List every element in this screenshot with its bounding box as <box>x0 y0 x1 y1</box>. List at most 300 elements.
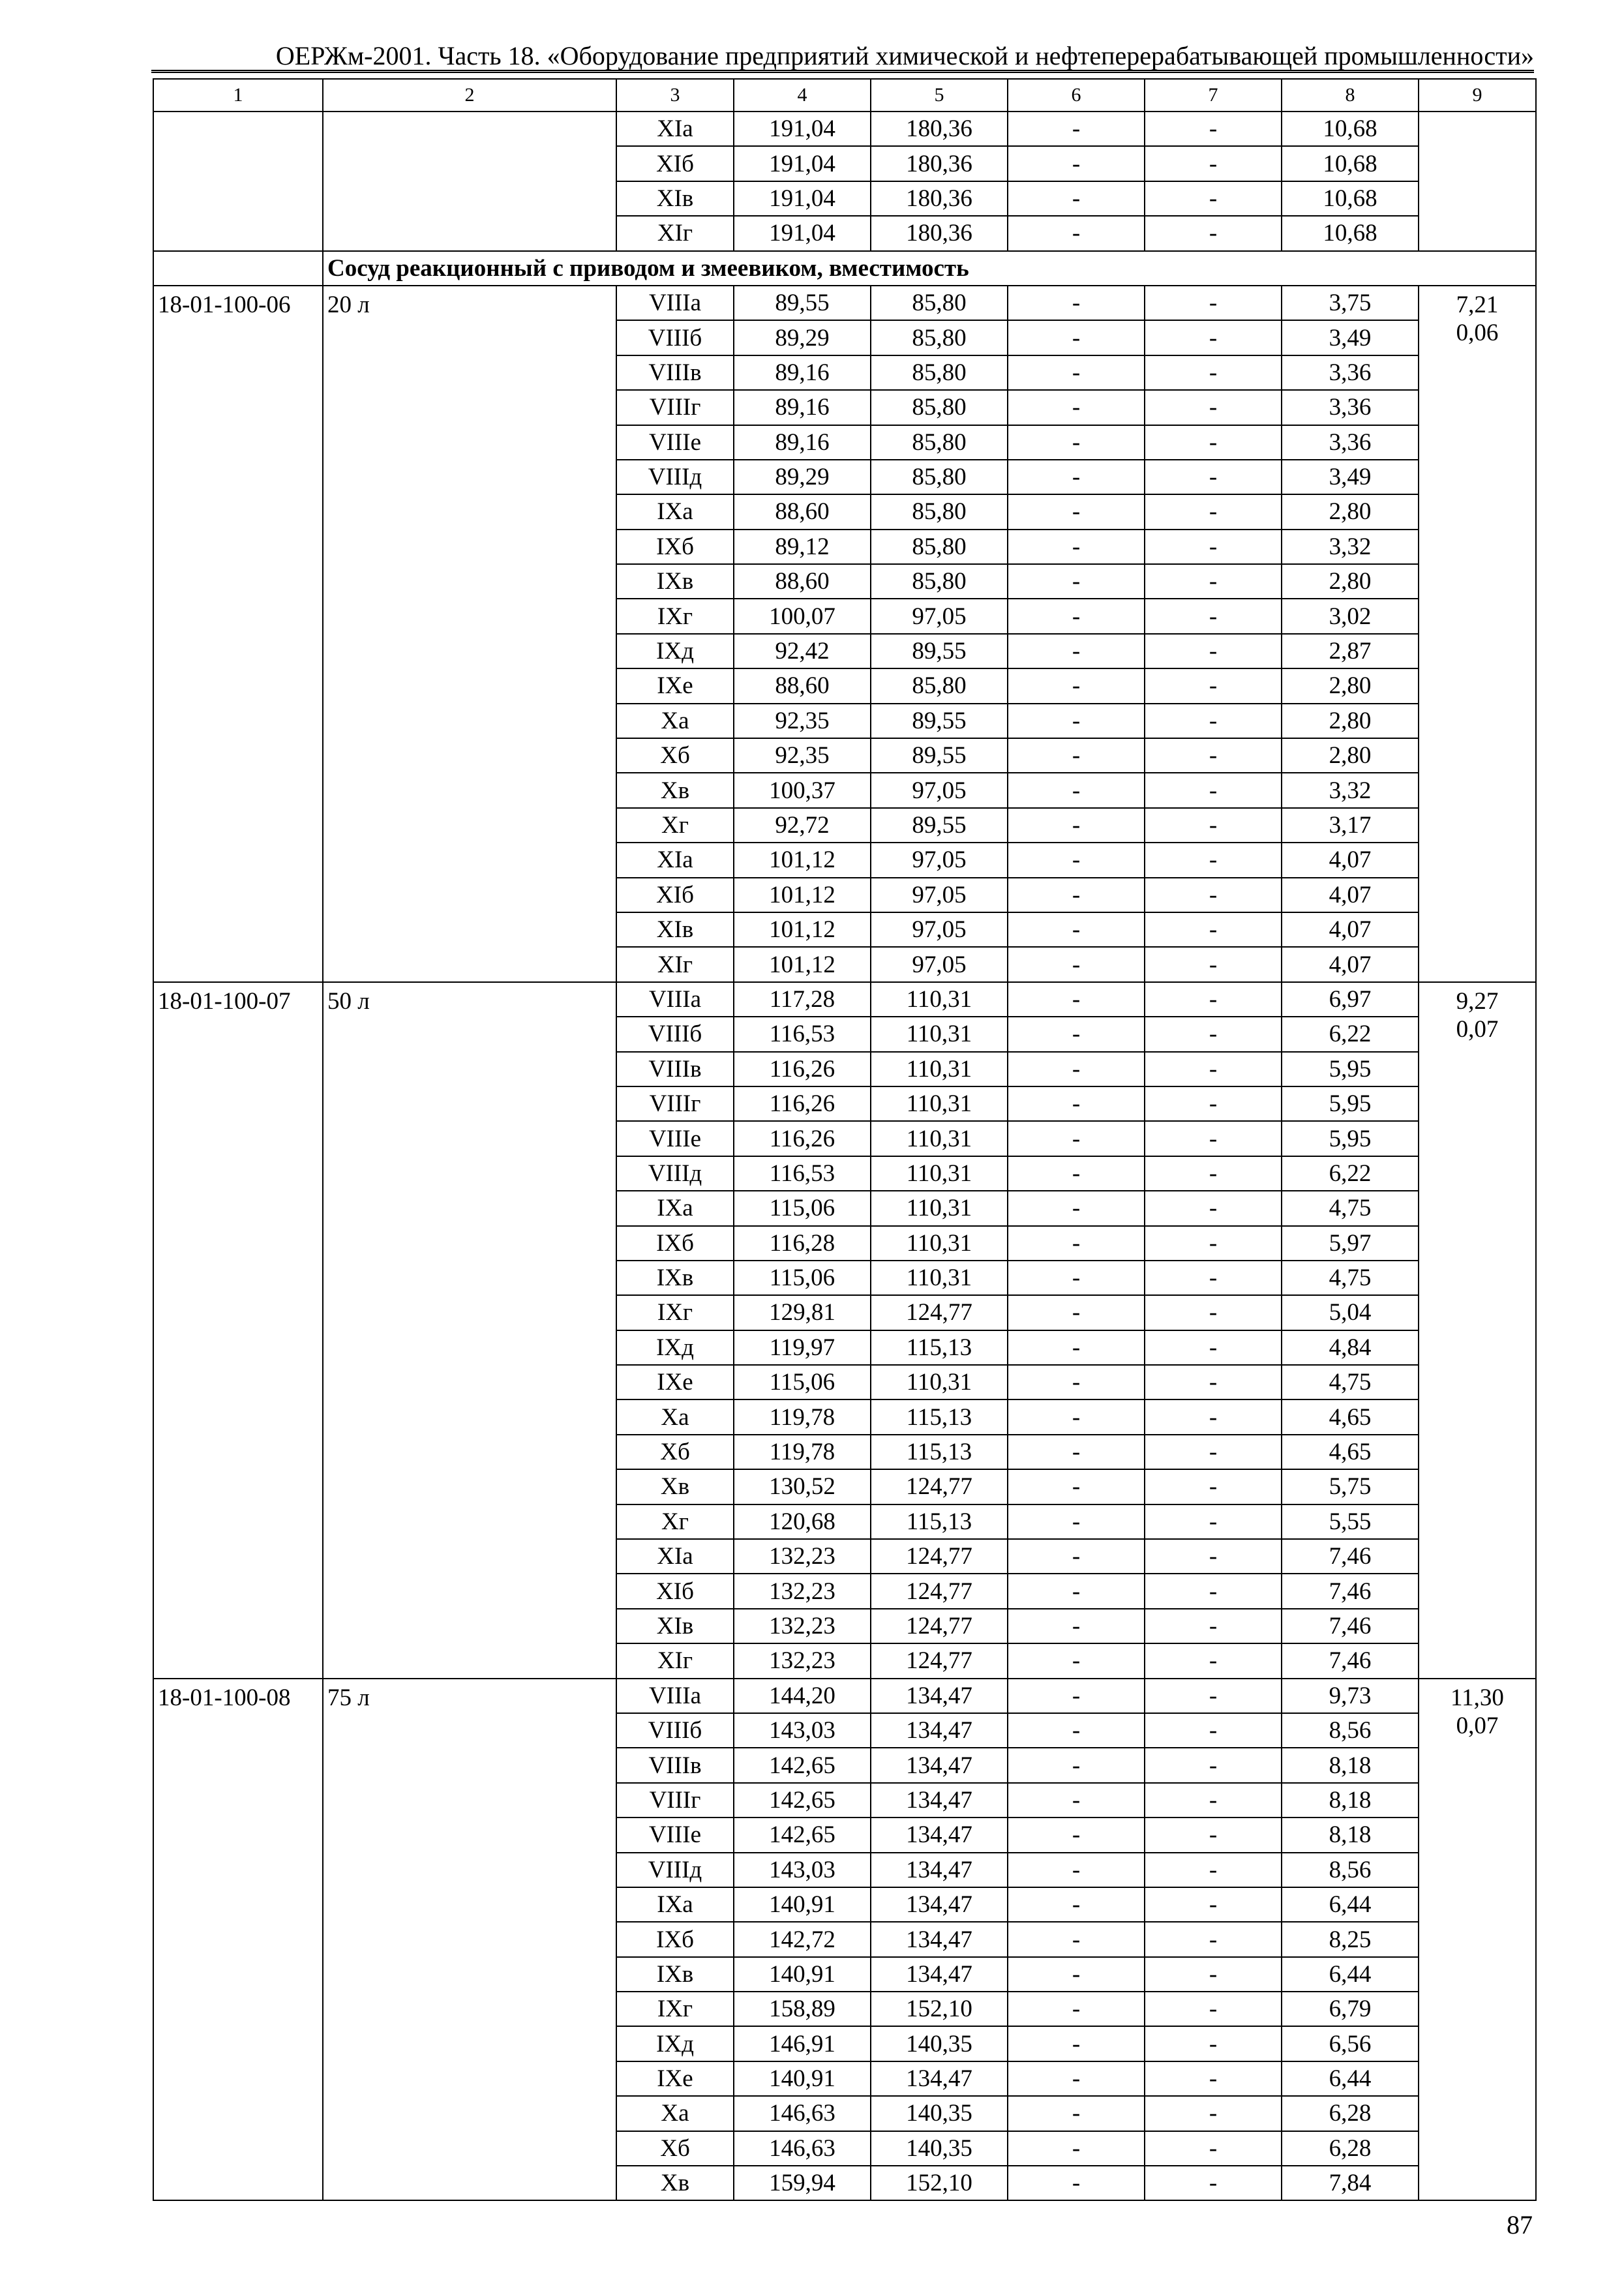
value-cell: 110,31 <box>871 1086 1008 1121</box>
code-cell: 18-01-100-06 <box>153 286 323 982</box>
value-cell: - <box>1145 390 1282 425</box>
value-cell: 134,47 <box>871 1818 1008 1852</box>
value-cell: 92,35 <box>734 738 871 773</box>
name-cell: 20 л <box>323 286 616 982</box>
value-cell: - <box>1008 878 1145 912</box>
value-cell: VIIIг <box>616 1783 734 1818</box>
value-cell: - <box>1145 1818 1282 1852</box>
value-cell: Xб <box>616 1435 734 1469</box>
value-cell: - <box>1008 1086 1145 1121</box>
value-cell: 110,31 <box>871 1261 1008 1295</box>
value-cell: - <box>1145 1713 1282 1748</box>
value-cell: 142,65 <box>734 1783 871 1818</box>
value-cell: 191,04 <box>734 112 871 146</box>
value-cell: 4,75 <box>1282 1261 1419 1295</box>
value-cell: 134,47 <box>871 1748 1008 1782</box>
value-cell: 3,17 <box>1282 808 1419 843</box>
value-cell: XIб <box>616 146 734 181</box>
value-cell: 115,13 <box>871 1504 1008 1539</box>
value-cell: 146,91 <box>734 2026 871 2061</box>
value-cell: - <box>1145 1783 1282 1818</box>
value-cell: - <box>1008 1261 1145 1295</box>
value-cell: XIв <box>616 1609 734 1643</box>
value-cell: 140,91 <box>734 1957 871 1992</box>
value-cell: 8,18 <box>1282 1818 1419 1852</box>
value-cell: - <box>1145 1156 1282 1191</box>
value-cell: - <box>1145 2096 1282 2131</box>
value-cell: 85,80 <box>871 390 1008 425</box>
value-cell: Xб <box>616 2131 734 2166</box>
value-cell: - <box>1008 494 1145 529</box>
value-cell: - <box>1145 1191 1282 1225</box>
value-cell: 88,60 <box>734 564 871 599</box>
value-cell: 5,95 <box>1282 1052 1419 1086</box>
extra-value: 7,21 <box>1456 291 1499 318</box>
value-cell: 2,80 <box>1282 494 1419 529</box>
column-header: 3 <box>616 79 734 112</box>
value-cell: - <box>1145 460 1282 494</box>
value-cell: IXе <box>616 2061 734 2096</box>
name-cell: 75 л <box>323 1679 616 2201</box>
value-cell: - <box>1008 982 1145 1017</box>
value-cell: 97,05 <box>871 947 1008 981</box>
value-cell: 191,04 <box>734 146 871 181</box>
table-row <box>153 112 1536 146</box>
value-cell: 89,55 <box>871 808 1008 843</box>
value-cell: - <box>1145 2166 1282 2200</box>
value-cell: XIг <box>616 1643 734 1678</box>
value-cell: - <box>1145 2026 1282 2061</box>
value-cell: 6,22 <box>1282 1156 1419 1191</box>
value-cell: - <box>1145 1121 1282 1156</box>
value-cell: Xг <box>616 1504 734 1539</box>
value-cell: 134,47 <box>871 1922 1008 1956</box>
value-cell: 116,26 <box>734 1052 871 1086</box>
table-body <box>153 112 1536 2200</box>
value-cell: 6,28 <box>1282 2096 1419 2131</box>
value-cell: IXб <box>616 1922 734 1956</box>
value-cell: 3,49 <box>1282 320 1419 355</box>
value-cell: 101,12 <box>734 947 871 981</box>
table-row <box>153 286 1536 320</box>
value-cell: - <box>1008 634 1145 668</box>
value-cell: - <box>1008 146 1145 181</box>
value-cell: 119,78 <box>734 1399 871 1434</box>
value-cell: - <box>1145 1330 1282 1365</box>
value-cell: 142,65 <box>734 1748 871 1782</box>
value-cell: 92,72 <box>734 808 871 843</box>
value-cell: IXг <box>616 599 734 633</box>
value-cell: 10,68 <box>1282 112 1419 146</box>
value-cell: 100,37 <box>734 773 871 807</box>
value-cell: - <box>1145 1609 1282 1643</box>
value-cell: - <box>1145 286 1282 320</box>
value-cell: - <box>1145 2061 1282 2096</box>
value-cell: 5,95 <box>1282 1121 1419 1156</box>
value-cell: 134,47 <box>871 1853 1008 1887</box>
value-cell: VIIIв <box>616 1052 734 1086</box>
extra-cell <box>1419 982 1536 1679</box>
extra-cell <box>1419 1679 1536 2201</box>
page-number: 87 <box>1507 2210 1533 2239</box>
value-cell: 85,80 <box>871 668 1008 703</box>
value-cell: 10,68 <box>1282 146 1419 181</box>
value-cell: - <box>1145 1435 1282 1469</box>
value-cell: 3,36 <box>1282 425 1419 460</box>
value-cell: - <box>1145 1887 1282 1922</box>
value-cell: XIб <box>616 878 734 912</box>
value-cell: 85,80 <box>871 494 1008 529</box>
value-cell: 4,65 <box>1282 1399 1419 1434</box>
value-cell: 110,31 <box>871 1156 1008 1191</box>
value-cell: 140,91 <box>734 2061 871 2096</box>
value-cell: 124,77 <box>871 1643 1008 1678</box>
value-cell: 85,80 <box>871 320 1008 355</box>
value-cell: IXa <box>616 1191 734 1225</box>
value-cell: - <box>1008 1539 1145 1574</box>
value-cell: - <box>1008 2026 1145 2061</box>
column-header: 2 <box>323 79 616 112</box>
value-cell: 140,35 <box>871 2131 1008 2166</box>
extra-value: 0,06 <box>1456 320 1499 347</box>
value-cell: - <box>1145 1295 1282 1330</box>
value-cell: - <box>1008 1469 1145 1504</box>
value-cell: IXв <box>616 1261 734 1295</box>
value-cell: - <box>1008 1295 1145 1330</box>
value-cell: 6,44 <box>1282 1957 1419 1992</box>
value-cell: 3,32 <box>1282 773 1419 807</box>
value-cell: 115,13 <box>871 1435 1008 1469</box>
value-cell: - <box>1008 1365 1145 1399</box>
name-cell: 50 л <box>323 982 616 1679</box>
value-cell: - <box>1008 1226 1145 1261</box>
value-cell: - <box>1008 1818 1145 1852</box>
value-cell: IXг <box>616 1992 734 2026</box>
value-cell: - <box>1145 1748 1282 1782</box>
column-header: 9 <box>1419 79 1536 112</box>
value-cell: 5,97 <box>1282 1226 1419 1261</box>
value-cell: 85,80 <box>871 286 1008 320</box>
value-cell: 159,94 <box>734 2166 871 2200</box>
value-cell: - <box>1145 843 1282 877</box>
value-cell: - <box>1008 808 1145 843</box>
value-cell: 8,18 <box>1282 1783 1419 1818</box>
value-cell: 117,28 <box>734 982 871 1017</box>
value-cell: - <box>1145 1853 1282 1887</box>
value-cell: VIIIв <box>616 355 734 390</box>
value-cell: 89,29 <box>734 460 871 494</box>
value-cell: 140,35 <box>871 2096 1008 2131</box>
value-cell: - <box>1145 1992 1282 2026</box>
value-cell: VIIIв <box>616 1748 734 1782</box>
value-cell: 4,07 <box>1282 878 1419 912</box>
value-cell: 115,13 <box>871 1399 1008 1434</box>
value-cell: - <box>1008 947 1145 981</box>
value-cell: IXд <box>616 634 734 668</box>
value-cell: VIIIе <box>616 425 734 460</box>
value-cell: 134,47 <box>871 1679 1008 1713</box>
value-cell: 8,25 <box>1282 1922 1419 1956</box>
value-cell: - <box>1145 112 1282 146</box>
value-cell: - <box>1008 2166 1145 2200</box>
value-cell: Xв <box>616 773 734 807</box>
value-cell: 4,75 <box>1282 1365 1419 1399</box>
value-cell: 115,06 <box>734 1365 871 1399</box>
value-cell: XIa <box>616 1539 734 1574</box>
value-cell: VIIIб <box>616 1713 734 1748</box>
value-cell: Xв <box>616 1469 734 1504</box>
value-cell: - <box>1008 1783 1145 1818</box>
value-cell: - <box>1008 2061 1145 2096</box>
extra-cell <box>1419 286 1536 982</box>
value-cell: - <box>1008 1052 1145 1086</box>
value-cell: 101,12 <box>734 843 871 877</box>
value-cell: 191,04 <box>734 181 871 216</box>
value-cell: 85,80 <box>871 425 1008 460</box>
value-cell: 100,07 <box>734 599 871 633</box>
value-cell: 3,75 <box>1282 286 1419 320</box>
value-cell: - <box>1008 320 1145 355</box>
value-cell: - <box>1008 1713 1145 1748</box>
value-cell: 97,05 <box>871 843 1008 877</box>
value-cell: 89,16 <box>734 355 871 390</box>
value-cell: 5,04 <box>1282 1295 1419 1330</box>
value-cell: 8,18 <box>1282 1748 1419 1782</box>
value-cell: 115,06 <box>734 1261 871 1295</box>
value-cell: - <box>1145 634 1282 668</box>
value-cell: 144,20 <box>734 1679 871 1713</box>
value-cell: - <box>1145 1957 1282 1992</box>
table-row <box>153 1679 1536 1713</box>
value-cell: 5,75 <box>1282 1469 1419 1504</box>
value-cell: - <box>1145 599 1282 633</box>
value-cell: - <box>1008 1017 1145 1051</box>
value-cell: - <box>1008 1330 1145 1365</box>
value-cell: 89,55 <box>871 634 1008 668</box>
value-cell: XIв <box>616 912 734 947</box>
value-cell: 92,35 <box>734 704 871 738</box>
value-cell: 6,44 <box>1282 2061 1419 2096</box>
value-cell: 101,12 <box>734 912 871 947</box>
value-cell: 134,47 <box>871 1783 1008 1818</box>
value-cell: 6,44 <box>1282 1887 1419 1922</box>
value-cell: - <box>1145 1365 1282 1399</box>
value-cell: 2,80 <box>1282 704 1419 738</box>
value-cell: 3,49 <box>1282 460 1419 494</box>
value-cell: - <box>1145 808 1282 843</box>
value-cell: VIIIе <box>616 1818 734 1852</box>
value-cell: 115,13 <box>871 1330 1008 1365</box>
column-header: 8 <box>1282 79 1419 112</box>
value-cell: - <box>1145 668 1282 703</box>
value-cell: 158,89 <box>734 1992 871 2026</box>
value-cell: - <box>1008 1191 1145 1225</box>
value-cell: VIIIд <box>616 460 734 494</box>
value-cell: XIб <box>616 1574 734 1608</box>
column-header: 5 <box>871 79 1008 112</box>
value-cell: 180,36 <box>871 112 1008 146</box>
value-cell: 89,29 <box>734 320 871 355</box>
value-cell: - <box>1008 1399 1145 1434</box>
value-cell: 6,97 <box>1282 982 1419 1017</box>
value-cell: - <box>1145 1017 1282 1051</box>
code-cell <box>153 112 323 251</box>
value-cell: - <box>1145 1504 1282 1539</box>
value-cell: - <box>1008 738 1145 773</box>
value-cell: - <box>1145 181 1282 216</box>
value-cell: 116,26 <box>734 1086 871 1121</box>
section-blank-cell <box>153 251 323 286</box>
value-cell: 115,06 <box>734 1191 871 1225</box>
value-cell: - <box>1145 704 1282 738</box>
value-cell: 132,23 <box>734 1539 871 1574</box>
value-cell: - <box>1008 704 1145 738</box>
value-cell: IXе <box>616 1365 734 1399</box>
extra-cell <box>1419 112 1536 251</box>
value-cell: - <box>1145 1679 1282 1713</box>
section-title: Сосуд реакционный с приводом и змеевиком, вместимость <box>323 251 1536 286</box>
value-cell: 110,31 <box>871 1365 1008 1399</box>
value-cell: - <box>1145 1261 1282 1295</box>
value-cell: 134,47 <box>871 2061 1008 2096</box>
value-cell: - <box>1145 1574 1282 1608</box>
value-cell: 140,91 <box>734 1887 871 1922</box>
value-cell: - <box>1008 216 1145 250</box>
value-cell: IXд <box>616 1330 734 1365</box>
value-cell: - <box>1145 1922 1282 1956</box>
value-cell: IXб <box>616 530 734 564</box>
value-cell: 146,63 <box>734 2096 871 2131</box>
value-cell: IXв <box>616 1957 734 1992</box>
value-cell: IXв <box>616 564 734 599</box>
extra-value: 0,07 <box>1456 1712 1499 1739</box>
value-cell: 5,95 <box>1282 1086 1419 1121</box>
extra-value: 11,30 <box>1451 1684 1504 1711</box>
value-cell: 110,31 <box>871 1017 1008 1051</box>
value-cell: VIIIг <box>616 1086 734 1121</box>
column-header: 1 <box>153 79 323 112</box>
value-cell: 2,80 <box>1282 668 1419 703</box>
value-cell: - <box>1008 2096 1145 2131</box>
column-header: 4 <box>734 79 871 112</box>
value-cell: 6,79 <box>1282 1992 1419 2026</box>
value-cell: 3,36 <box>1282 390 1419 425</box>
value-cell: - <box>1145 1539 1282 1574</box>
value-cell: - <box>1145 2131 1282 2166</box>
value-cell: 110,31 <box>871 1191 1008 1225</box>
value-cell: 6,22 <box>1282 1017 1419 1051</box>
value-cell: 4,84 <box>1282 1330 1419 1365</box>
value-cell: VIIIa <box>616 982 734 1017</box>
value-cell: IXд <box>616 2026 734 2061</box>
value-cell: 152,10 <box>871 2166 1008 2200</box>
value-cell: Xб <box>616 738 734 773</box>
value-cell: 7,84 <box>1282 2166 1419 2200</box>
value-cell: 5,55 <box>1282 1504 1419 1539</box>
value-cell: 129,81 <box>734 1295 871 1330</box>
value-cell: - <box>1145 738 1282 773</box>
value-cell: 132,23 <box>734 1574 871 1608</box>
value-cell: - <box>1008 668 1145 703</box>
value-cell: 2,87 <box>1282 634 1419 668</box>
value-cell: 116,26 <box>734 1121 871 1156</box>
value-cell: - <box>1145 773 1282 807</box>
value-cell: 116,53 <box>734 1017 871 1051</box>
price-table <box>153 78 1537 2201</box>
value-cell: - <box>1008 2131 1145 2166</box>
value-cell: 97,05 <box>871 878 1008 912</box>
code-cell: 18-01-100-07 <box>153 982 323 1679</box>
value-cell: 2,80 <box>1282 564 1419 599</box>
value-cell: 6,28 <box>1282 2131 1419 2166</box>
value-cell: - <box>1145 494 1282 529</box>
header-rule <box>151 70 1534 73</box>
value-cell: IXa <box>616 1887 734 1922</box>
value-cell: 10,68 <box>1282 216 1419 250</box>
value-cell: 110,31 <box>871 1226 1008 1261</box>
value-cell: 134,47 <box>871 1957 1008 1992</box>
value-cell: VIIIa <box>616 1679 734 1713</box>
value-cell: 119,78 <box>734 1435 871 1469</box>
value-cell: 9,73 <box>1282 1679 1419 1713</box>
value-cell: 140,35 <box>871 2026 1008 2061</box>
value-cell: Xг <box>616 808 734 843</box>
value-cell: XIa <box>616 843 734 877</box>
value-cell: - <box>1145 947 1282 981</box>
value-cell: - <box>1008 460 1145 494</box>
column-number-row <box>153 79 1536 112</box>
page-header <box>151 34 1534 73</box>
value-cell: - <box>1008 564 1145 599</box>
value-cell: VIIIa <box>616 286 734 320</box>
value-cell: 7,46 <box>1282 1574 1419 1608</box>
value-cell: 89,55 <box>871 738 1008 773</box>
value-cell: IXa <box>616 494 734 529</box>
value-cell: - <box>1008 1957 1145 1992</box>
value-cell: 4,07 <box>1282 912 1419 947</box>
value-cell: 116,53 <box>734 1156 871 1191</box>
value-cell: 134,47 <box>871 1713 1008 1748</box>
value-cell: 4,75 <box>1282 1191 1419 1225</box>
value-cell: - <box>1145 564 1282 599</box>
value-cell: 10,68 <box>1282 181 1419 216</box>
value-cell: 110,31 <box>871 982 1008 1017</box>
value-cell: 124,77 <box>871 1539 1008 1574</box>
value-cell: 3,02 <box>1282 599 1419 633</box>
value-cell: - <box>1008 112 1145 146</box>
value-cell: - <box>1008 912 1145 947</box>
column-header: 7 <box>1145 79 1282 112</box>
value-cell: 97,05 <box>871 773 1008 807</box>
value-cell: - <box>1008 1643 1145 1678</box>
column-header: 6 <box>1008 79 1145 112</box>
value-cell: 85,80 <box>871 460 1008 494</box>
value-cell: 7,46 <box>1282 1609 1419 1643</box>
value-cell: 7,46 <box>1282 1643 1419 1678</box>
value-cell: 119,97 <box>734 1330 871 1365</box>
value-cell: - <box>1145 1226 1282 1261</box>
value-cell: 89,12 <box>734 530 871 564</box>
value-cell: 180,36 <box>871 181 1008 216</box>
value-cell: - <box>1008 181 1145 216</box>
value-cell: 101,12 <box>734 878 871 912</box>
value-cell: - <box>1008 1887 1145 1922</box>
value-cell: 4,07 <box>1282 947 1419 981</box>
value-cell: 180,36 <box>871 146 1008 181</box>
value-cell: - <box>1008 1922 1145 1956</box>
header-title: ОЕРЖм-2001. Часть 18. «Оборудование предприятий химической и нефтеперерабатывающей промышленности» <box>275 41 1534 70</box>
value-cell: - <box>1008 1574 1145 1608</box>
